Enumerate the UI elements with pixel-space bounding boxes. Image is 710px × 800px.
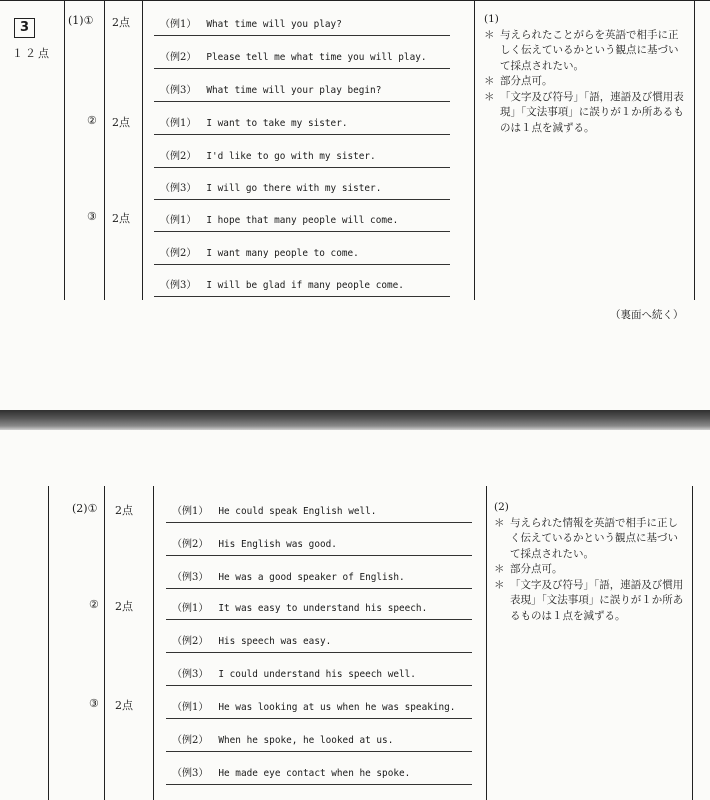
answer-underline: [166, 588, 472, 589]
question-total-points: １２点: [12, 47, 51, 60]
answer-text: I will go there with my sister.: [206, 183, 382, 194]
item-points: 2点: [112, 212, 130, 225]
answer-example: [160, 146, 440, 162]
answer-text: I could understand his speech well.: [218, 669, 416, 680]
answer-text: His English was good.: [218, 539, 337, 550]
continued-overleaf-note: （裏面へ続く）: [610, 309, 684, 321]
asterisk-icon: ＊: [494, 578, 505, 591]
answer-text: I want to take my sister.: [206, 118, 348, 129]
item-number: ③: [89, 697, 99, 710]
answer-text: He was a good speaker of English.: [218, 572, 405, 583]
example-label: （例1）: [160, 215, 197, 226]
item-number: ③: [87, 210, 97, 223]
example-label: （例2）: [172, 735, 209, 746]
answer-underline: [154, 35, 450, 36]
answer-example: [160, 275, 440, 291]
question-number-box: 3: [14, 18, 35, 38]
example-label: （例1）: [172, 702, 209, 713]
column-rule: [153, 486, 154, 800]
answer-example: [172, 763, 462, 779]
answer-example: [172, 664, 462, 680]
answer-underline: [166, 555, 472, 556]
answer-text: His speech was easy.: [218, 636, 332, 647]
scoring-notes: [484, 12, 688, 136]
answer-underline: [166, 751, 472, 752]
scoring-note: ＊ 「文字及び符号」「語，連語及び慣用表現」「文法事項」に誤りが１か所あるものは１点を減ずる。: [494, 578, 684, 622]
answer-example: [172, 730, 462, 746]
answer-text: Please tell me what time you will play.: [206, 52, 427, 63]
example-label: （例2）: [172, 539, 209, 550]
scoring-note: ＊ 「文字及び符号」「語，連語及び慣用表現」「文法事項」に誤りが１か所あるものは１点を減ずる。: [484, 90, 684, 134]
column-rule: [694, 0, 695, 300]
notes-heading: (1): [484, 13, 499, 25]
answer-underline: [154, 68, 450, 69]
answer-underline: [166, 652, 472, 653]
answer-underline: [166, 685, 472, 686]
answer-text: I will be glad if many people come.: [206, 280, 404, 291]
asterisk-icon: ＊: [484, 28, 495, 41]
answer-text: I'd like to go with my sister.: [206, 151, 376, 162]
example-label: （例1）: [160, 118, 197, 129]
column-rule: [64, 0, 65, 300]
scoring-note: ＊ 部分点可。: [484, 74, 688, 90]
answer-example: [172, 567, 462, 583]
asterisk-icon: ＊: [484, 75, 495, 87]
scoring-note: ＊ 与えられた情報を英語で相手に正しく伝えているかという観点に基づいて採点されたい。: [494, 516, 678, 560]
answer-sheet-page-back: [0, 430, 710, 800]
item-points: 2点: [115, 699, 133, 712]
example-label: （例3）: [160, 280, 197, 291]
answer-text: He was looking at us when he was speaking.: [218, 702, 456, 713]
item-points: 2点: [112, 116, 130, 129]
scoring-notes: [494, 500, 686, 624]
example-label: （例1）: [172, 603, 209, 614]
answer-text: I hope that many people will come.: [206, 215, 399, 226]
answer-example: [172, 631, 462, 647]
answer-underline: [154, 296, 450, 297]
example-label: （例2）: [172, 636, 209, 647]
answer-underline: [166, 522, 472, 523]
table-top-rule: [0, 0, 710, 1]
column-rule: [692, 486, 693, 800]
asterisk-icon: ＊: [484, 90, 495, 103]
item-number: ②: [87, 114, 97, 127]
answer-text: He could speak English well.: [218, 506, 377, 517]
example-label: （例2）: [160, 248, 197, 259]
answer-text: It was easy to understand his speech.: [218, 603, 428, 614]
answer-text: What time will you play?: [206, 19, 342, 30]
scoring-note: ＊ 与えられたことがらを英語で相手に正しく伝えているかという観点に基づいて採点されたい。: [484, 28, 679, 72]
item-points: 2点: [115, 600, 133, 613]
example-label: （例1）: [172, 506, 209, 517]
answer-text: When he spoke, he looked at us.: [218, 735, 394, 746]
example-label: （例1）: [160, 19, 197, 30]
answer-underline: [166, 718, 472, 719]
column-rule: [104, 0, 105, 300]
answer-text: What time will your play begin?: [206, 85, 382, 96]
column-rule: [104, 486, 105, 800]
asterisk-icon: ＊: [494, 516, 505, 529]
example-label: （例3）: [172, 768, 209, 779]
answer-underline: [154, 134, 450, 135]
answer-example: [172, 697, 462, 713]
part-label: (1)①: [68, 14, 94, 27]
asterisk-icon: ＊: [494, 563, 505, 575]
item-number: ②: [89, 598, 99, 611]
part-label: (2)①: [72, 502, 98, 515]
answer-underline: [154, 264, 450, 265]
column-rule: [48, 486, 49, 800]
answer-underline: [154, 167, 450, 168]
example-label: （例3）: [160, 85, 197, 96]
answer-underline: [154, 231, 450, 232]
example-label: （例3）: [160, 183, 197, 194]
answer-example: [160, 178, 440, 194]
column-rule: [142, 0, 143, 300]
example-label: （例3）: [172, 669, 209, 680]
answer-text: He made eye contact when he spoke.: [218, 768, 411, 779]
page-divider: [0, 410, 710, 430]
answer-example: [160, 210, 440, 226]
item-points: 2点: [115, 504, 133, 517]
notes-heading: (2): [494, 501, 509, 513]
example-label: （例2）: [160, 151, 197, 162]
answer-underline: [154, 199, 450, 200]
answer-example: [172, 534, 462, 550]
column-rule: [486, 486, 487, 800]
scoring-note: ＊ 部分点可。: [494, 562, 686, 578]
answer-text: I want many people to come.: [206, 248, 359, 259]
answer-example: [160, 80, 440, 96]
answer-example: [172, 598, 462, 614]
answer-example: [160, 113, 440, 129]
answer-example: [160, 243, 440, 259]
column-rule: [474, 0, 475, 300]
item-points: 2点: [112, 16, 130, 29]
example-label: （例2）: [160, 52, 197, 63]
answer-underline: [166, 619, 472, 620]
example-label: （例3）: [172, 572, 209, 583]
answer-underline: [166, 784, 472, 785]
answer-example: [160, 47, 440, 63]
answer-example: [172, 501, 462, 517]
answer-example: [160, 14, 440, 30]
answer-underline: [154, 101, 450, 102]
